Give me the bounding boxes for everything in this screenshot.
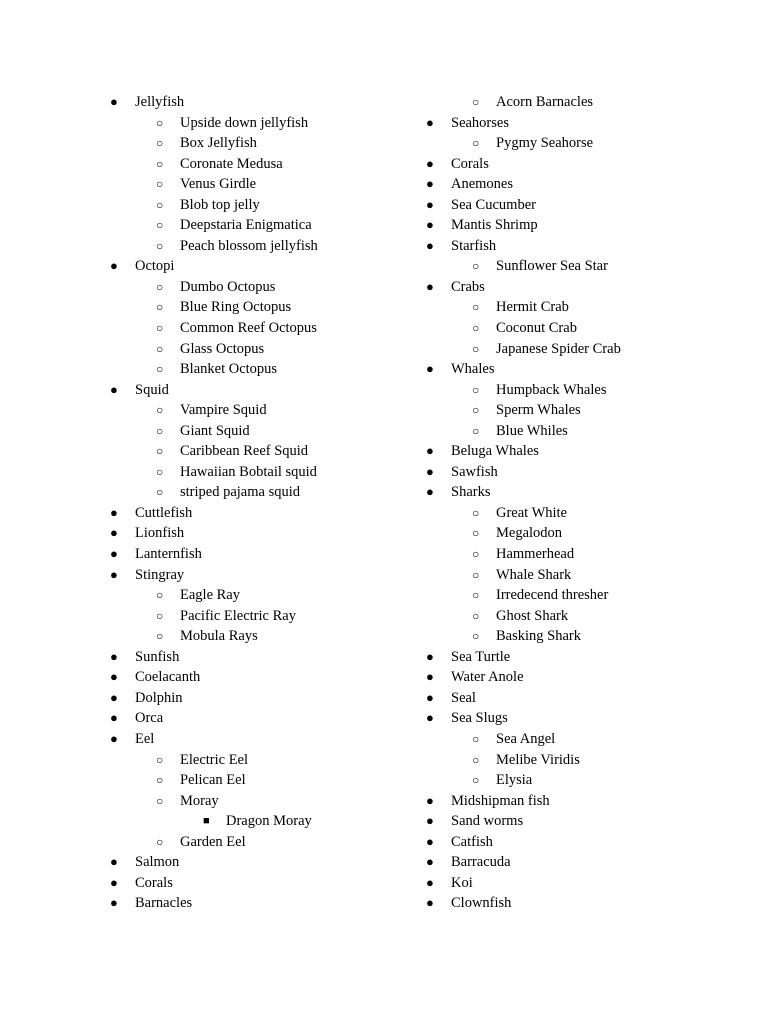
list-item-label: Blanket Octopus — [180, 361, 278, 378]
hollow-bullet-icon: ○ — [472, 526, 480, 541]
hollow-bullet-icon: ○ — [472, 567, 480, 582]
list-item — [110, 729, 430, 750]
list-item — [426, 585, 746, 606]
list-item — [426, 133, 746, 154]
filled-bullet-icon: ● — [426, 669, 434, 685]
hollow-bullet-icon: ○ — [156, 608, 164, 623]
list-item — [110, 359, 430, 380]
hollow-bullet-icon: ○ — [472, 341, 480, 356]
filled-bullet-icon: ● — [110, 854, 118, 870]
hollow-bullet-icon: ○ — [156, 300, 164, 315]
list-item-label: Mobula Rays — [180, 628, 258, 645]
list-item — [110, 647, 430, 668]
hollow-bullet-icon: ○ — [156, 341, 164, 356]
list-item-label: Salmon — [135, 854, 180, 871]
list-item — [110, 708, 430, 729]
hollow-bullet-icon: ○ — [156, 279, 164, 294]
list-item — [110, 400, 430, 421]
list-item — [110, 195, 430, 216]
list-item-label: Anemones — [451, 176, 514, 193]
list-item — [426, 318, 746, 339]
hollow-bullet-icon: ○ — [472, 731, 480, 746]
list-item-label: Hermit Crab — [496, 299, 569, 316]
list-item-label: Moray — [180, 792, 219, 809]
list-item — [426, 92, 746, 113]
hollow-bullet-icon: ○ — [156, 444, 164, 459]
filled-bullet-icon: ● — [426, 689, 434, 705]
list-item — [110, 318, 430, 339]
hollow-bullet-icon: ○ — [472, 403, 480, 418]
filled-bullet-icon: ● — [110, 381, 118, 397]
list-item — [110, 174, 430, 195]
list-item — [110, 893, 430, 914]
list-item-label: Sea Cucumber — [451, 196, 536, 213]
left-column-list — [110, 92, 430, 914]
list-item — [110, 113, 430, 134]
hollow-bullet-icon: ○ — [472, 773, 480, 788]
list-item — [110, 297, 430, 318]
filled-bullet-icon: ● — [426, 833, 434, 849]
list-item-label: Pygmy Seahorse — [496, 135, 594, 152]
list-item-label: Jellyfish — [135, 94, 185, 110]
list-item-label: Hawaiian Bobtail squid — [180, 463, 317, 480]
list-item-label: Seahorses — [451, 114, 509, 131]
filled-bullet-icon: ● — [110, 710, 118, 726]
list-item-label: Seal — [451, 689, 476, 706]
hollow-bullet-icon: ○ — [156, 177, 164, 192]
filled-bullet-icon: ● — [426, 155, 434, 171]
list-item — [110, 585, 430, 606]
list-item-label: Sea Angel — [496, 730, 556, 747]
list-item — [426, 297, 746, 318]
list-item-label: Elysia — [496, 772, 533, 789]
list-item — [110, 565, 430, 586]
filled-bullet-icon: ● — [426, 792, 434, 808]
list-item — [110, 256, 430, 277]
list-item — [110, 421, 430, 442]
list-item — [426, 708, 746, 729]
list-item — [110, 380, 430, 401]
list-item — [110, 770, 430, 791]
list-item-label: Blue Whiles — [496, 422, 568, 439]
list-item — [110, 133, 430, 154]
list-item-label: Whale Shark — [496, 566, 572, 583]
list-item-label: Corals — [135, 874, 173, 891]
hollow-bullet-icon: ○ — [156, 403, 164, 418]
hollow-bullet-icon: ○ — [156, 423, 164, 438]
list-item — [110, 154, 430, 175]
list-item — [426, 750, 746, 771]
list-item-label: Melibe Viridis — [496, 751, 580, 768]
list-item — [426, 113, 746, 134]
list-item — [426, 893, 746, 914]
filled-bullet-icon: ● — [426, 648, 434, 664]
list-item — [110, 482, 430, 503]
hollow-bullet-icon: ○ — [156, 485, 164, 500]
list-item-label: Lionfish — [135, 525, 185, 542]
hollow-bullet-icon: ○ — [472, 136, 480, 151]
filled-bullet-icon: ● — [110, 874, 118, 890]
list-item-label: Squid — [135, 381, 169, 398]
hollow-bullet-icon: ○ — [156, 218, 164, 233]
list-item-label: Megalodon — [496, 525, 563, 542]
filled-bullet-icon: ● — [426, 176, 434, 192]
list-item — [110, 606, 430, 627]
list-item-label: Water Anole — [451, 669, 524, 686]
list-item — [426, 544, 746, 565]
filled-bullet-icon: ● — [110, 730, 118, 746]
list-item-label: Garden Eel — [180, 833, 246, 850]
list-item — [426, 606, 746, 627]
list-item-label: Sea Slugs — [451, 710, 508, 727]
list-item — [110, 626, 430, 647]
list-item-label: Eagle Ray — [180, 587, 240, 604]
hollow-bullet-icon: ○ — [156, 238, 164, 253]
list-item-label: Coelacanth — [135, 669, 201, 686]
list-item-label: Corals — [451, 155, 489, 172]
filled-bullet-icon: ● — [426, 217, 434, 233]
list-item — [426, 462, 746, 483]
hollow-bullet-icon: ○ — [156, 588, 164, 603]
right-column-list — [426, 92, 746, 914]
list-item-label: striped pajama squid — [180, 484, 301, 501]
list-item-label: Sea Turtle — [451, 648, 511, 665]
hollow-bullet-icon: ○ — [472, 423, 480, 438]
list-item-label: Pelican Eel — [180, 772, 246, 789]
list-item-label: Sunfish — [135, 648, 180, 665]
filled-bullet-icon: ● — [110, 669, 118, 685]
list-item — [110, 688, 430, 709]
filled-bullet-icon: ● — [426, 237, 434, 253]
list-item — [110, 750, 430, 771]
list-item — [426, 626, 746, 647]
filled-bullet-icon: ● — [110, 258, 118, 274]
hollow-bullet-icon: ○ — [472, 629, 480, 644]
list-item-label: Dragon Moray — [226, 813, 312, 830]
hollow-bullet-icon: ○ — [156, 752, 164, 767]
list-item — [426, 441, 746, 462]
list-item-label: Stingray — [135, 566, 185, 583]
list-item-label: Midshipman fish — [451, 792, 550, 809]
list-item — [110, 873, 430, 894]
list-item — [426, 503, 746, 524]
list-item-label: Barnacles — [135, 895, 193, 912]
list-item-label: Crabs — [451, 278, 485, 295]
list-item — [426, 482, 746, 503]
list-item-label: Sharks — [451, 484, 491, 501]
filled-bullet-icon: ● — [426, 443, 434, 459]
list-item-label: Coconut Crab — [496, 320, 577, 337]
hollow-bullet-icon: ○ — [472, 547, 480, 562]
list-item-label: Sand worms — [451, 813, 524, 830]
filled-bullet-icon: ● — [426, 114, 434, 130]
hollow-bullet-icon: ○ — [472, 321, 480, 336]
list-item-label: Acorn Barnacles — [496, 94, 594, 110]
filled-bullet-icon: ● — [426, 484, 434, 500]
list-item-label: Sawfish — [451, 463, 498, 480]
square-bullet-icon: ■ — [203, 815, 210, 828]
list-item-label: Catfish — [451, 833, 493, 850]
list-item — [426, 832, 746, 853]
list-item — [426, 400, 746, 421]
filled-bullet-icon: ● — [426, 874, 434, 890]
list-item-label: Dolphin — [135, 689, 183, 706]
filled-bullet-icon: ● — [110, 689, 118, 705]
list-item-label: Octopi — [135, 258, 175, 275]
hollow-bullet-icon: ○ — [472, 95, 480, 109]
list-item — [426, 154, 746, 175]
list-item — [110, 523, 430, 544]
list-item — [110, 544, 430, 565]
list-item — [110, 462, 430, 483]
list-item — [426, 195, 746, 216]
list-item-label: Mantis Shrimp — [451, 217, 538, 234]
filled-bullet-icon: ● — [426, 813, 434, 829]
list-item — [426, 359, 746, 380]
hollow-bullet-icon: ○ — [156, 115, 164, 130]
filled-bullet-icon: ● — [426, 278, 434, 294]
list-item — [426, 380, 746, 401]
list-item-label: Box Jellyfish — [180, 135, 257, 152]
list-item-label: Sunflower Sea Star — [496, 258, 608, 275]
hollow-bullet-icon: ○ — [156, 321, 164, 336]
list-item-label: Ghost Shark — [496, 607, 569, 624]
list-item — [426, 647, 746, 668]
list-item-label: Peach blossom jellyfish — [180, 237, 318, 254]
hollow-bullet-icon: ○ — [472, 608, 480, 623]
list-item-label: Basking Shark — [496, 628, 581, 645]
list-item — [426, 174, 746, 195]
list-item-label: Lanternfish — [135, 546, 202, 563]
list-item — [110, 852, 430, 873]
list-item — [426, 421, 746, 442]
list-item-label: Orca — [135, 710, 164, 727]
list-item-label: Starfish — [451, 237, 497, 254]
list-item — [110, 236, 430, 257]
filled-bullet-icon: ● — [110, 525, 118, 541]
list-item — [426, 523, 746, 544]
list-item-label: Coronate Medusa — [180, 155, 283, 172]
list-item-label: Barracuda — [451, 854, 511, 871]
list-item-label: Japanese Spider Crab — [496, 340, 621, 357]
filled-bullet-icon: ● — [426, 361, 434, 377]
list-item-label: Sperm Whales — [496, 402, 581, 419]
filled-bullet-icon: ● — [110, 648, 118, 664]
hollow-bullet-icon: ○ — [472, 752, 480, 767]
hollow-bullet-icon: ○ — [472, 259, 480, 274]
hollow-bullet-icon: ○ — [472, 588, 480, 603]
list-item-label: Common Reef Octopus — [180, 320, 317, 337]
list-item — [426, 791, 746, 812]
list-item — [110, 667, 430, 688]
list-item-label: Hammerhead — [496, 546, 575, 563]
filled-bullet-icon: ● — [426, 895, 434, 911]
list-item-label: Vampire Squid — [180, 402, 267, 419]
list-item-label: Clownfish — [451, 895, 512, 912]
list-item — [110, 811, 430, 832]
list-item-label: Venus Girdle — [180, 176, 257, 193]
hollow-bullet-icon: ○ — [156, 136, 164, 151]
hollow-bullet-icon: ○ — [472, 382, 480, 397]
filled-bullet-icon: ● — [426, 710, 434, 726]
list-item-label: Pacific Electric Ray — [180, 607, 296, 624]
filled-bullet-icon: ● — [110, 546, 118, 562]
list-item — [110, 832, 430, 853]
list-item-label: Great White — [496, 504, 567, 521]
hollow-bullet-icon: ○ — [156, 464, 164, 479]
list-item — [426, 688, 746, 709]
list-item — [110, 503, 430, 524]
list-item-label: Blob top jelly — [180, 196, 260, 213]
list-item-label: Eel — [135, 730, 155, 747]
filled-bullet-icon: ● — [426, 196, 434, 212]
hollow-bullet-icon: ○ — [472, 505, 480, 520]
list-item — [426, 770, 746, 791]
list-item-label: Humpback Whales — [496, 381, 607, 398]
hollow-bullet-icon: ○ — [156, 362, 164, 377]
list-item — [426, 729, 746, 750]
hollow-bullet-icon: ○ — [156, 834, 164, 849]
list-item-label: Cuttlefish — [135, 504, 193, 521]
list-item-label: Blue Ring Octopus — [180, 299, 292, 316]
list-item — [426, 256, 746, 277]
list-item-label: Beluga Whales — [451, 443, 539, 460]
list-item — [110, 92, 430, 113]
list-item-label: Giant Squid — [180, 422, 250, 439]
list-item — [110, 277, 430, 298]
list-item — [426, 215, 746, 236]
list-item — [110, 215, 430, 236]
list-item — [110, 339, 430, 360]
hollow-bullet-icon: ○ — [156, 629, 164, 644]
list-item — [426, 236, 746, 257]
hollow-bullet-icon: ○ — [156, 793, 164, 808]
filled-bullet-icon: ● — [110, 566, 118, 582]
filled-bullet-icon: ● — [110, 94, 118, 109]
list-item — [426, 873, 746, 894]
list-item — [426, 852, 746, 873]
list-item — [426, 811, 746, 832]
list-item — [426, 565, 746, 586]
list-item — [426, 339, 746, 360]
list-item-label: Glass Octopus — [180, 340, 265, 357]
list-item-label: Electric Eel — [180, 751, 249, 768]
list-item-label: Caribbean Reef Squid — [180, 443, 309, 460]
list-item — [426, 667, 746, 688]
list-item-label: Dumbo Octopus — [180, 278, 276, 295]
list-item — [426, 277, 746, 298]
filled-bullet-icon: ● — [426, 854, 434, 870]
list-item — [110, 441, 430, 462]
filled-bullet-icon: ● — [110, 504, 118, 520]
list-item-label: Koi — [451, 874, 473, 891]
filled-bullet-icon: ● — [426, 463, 434, 479]
filled-bullet-icon: ● — [110, 895, 118, 911]
list-item-label: Irredecend thresher — [496, 587, 609, 604]
list-item-label: Upside down jellyfish — [180, 114, 309, 131]
list-item-label: Whales — [451, 361, 495, 378]
hollow-bullet-icon: ○ — [472, 300, 480, 315]
hollow-bullet-icon: ○ — [156, 773, 164, 788]
list-item — [110, 791, 430, 812]
list-item-label: Deepstaria Enigmatica — [180, 217, 312, 234]
hollow-bullet-icon: ○ — [156, 197, 164, 212]
hollow-bullet-icon: ○ — [156, 156, 164, 171]
